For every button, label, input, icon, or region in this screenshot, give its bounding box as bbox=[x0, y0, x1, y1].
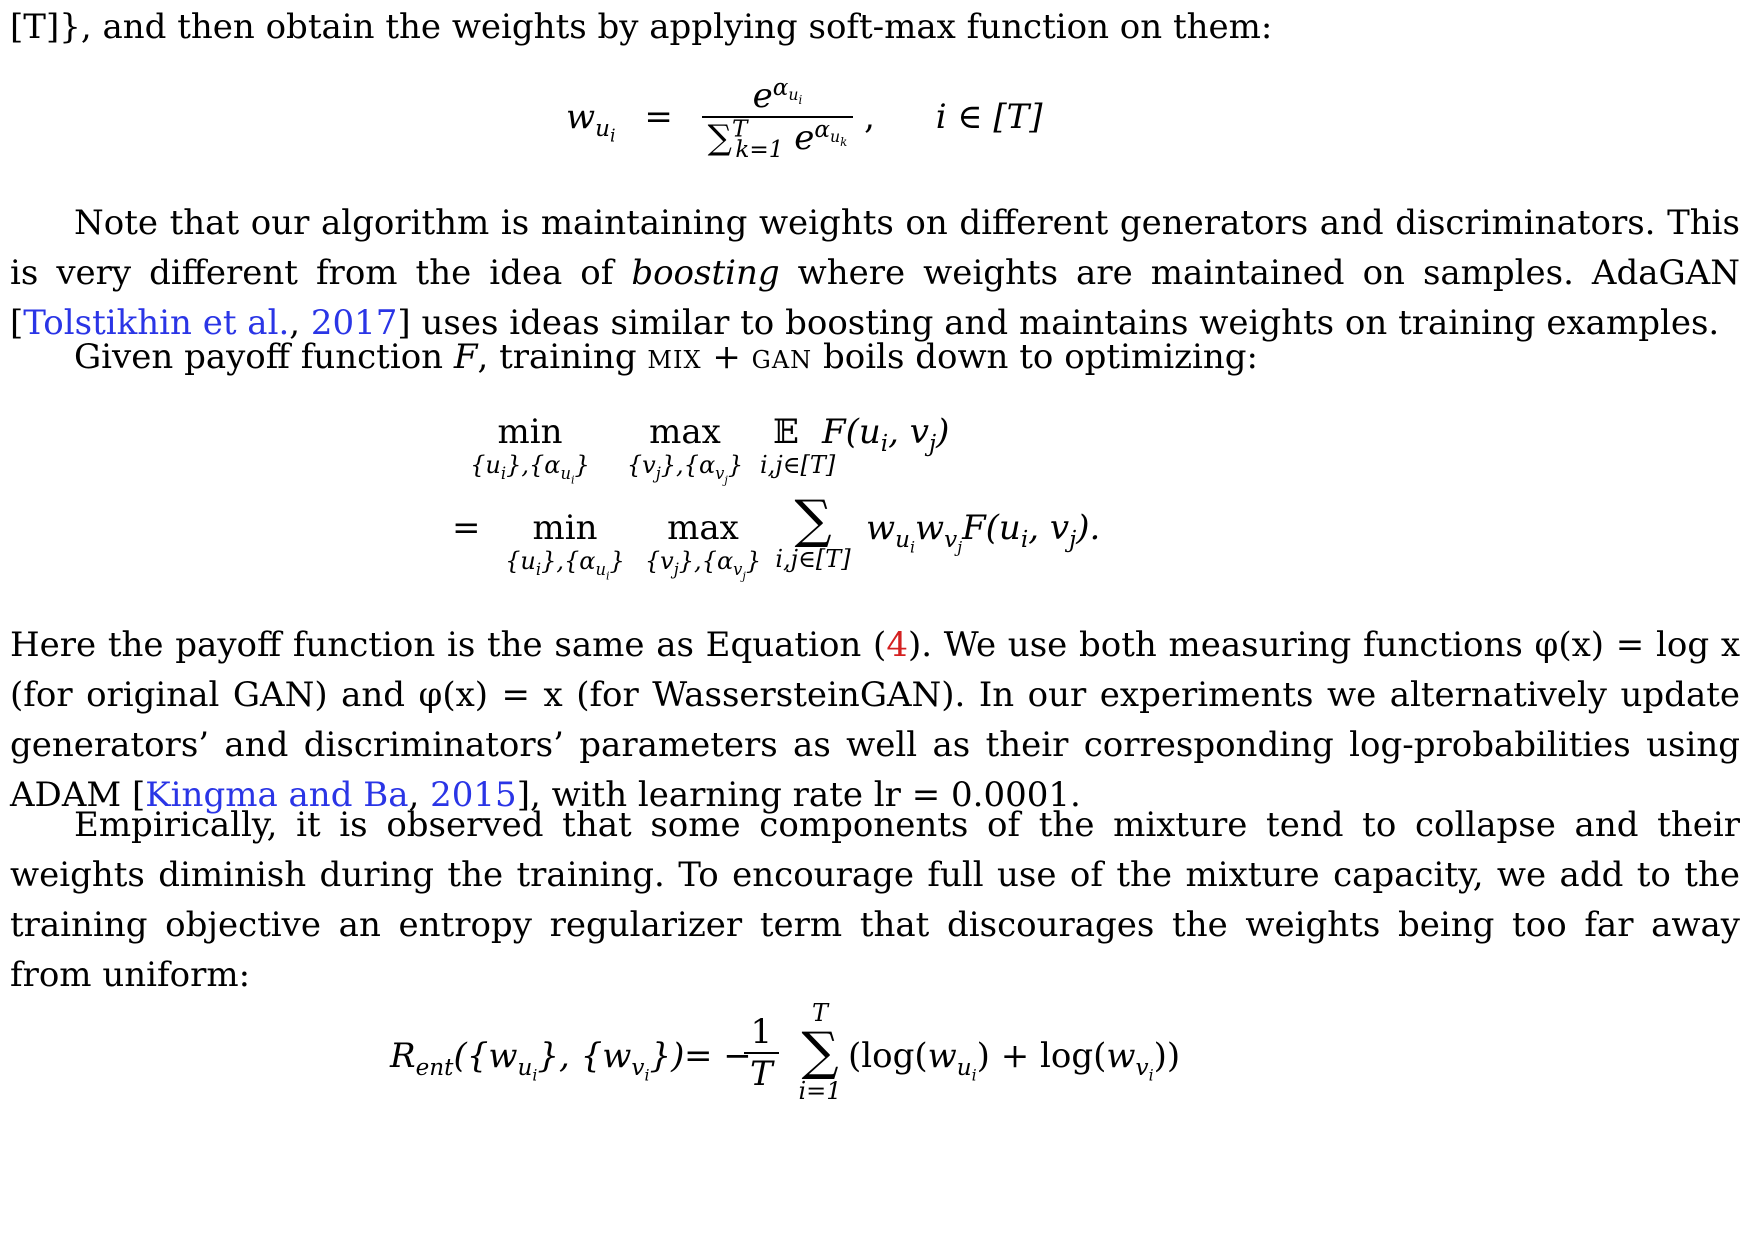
paragraph-1: Note that our algorithm is maintaining weights on different generators and discriminators. This is very different from the idea of boosting where weights are maintained on samples. AdaGAN [Tolstikhin et al., 2017] uses ideas similar to boosting and maintains weights on training examples. bbox=[10, 203, 1740, 343]
paragraph-3: Here the payoff function is the same as Equation (4). We use both measuring functions φ(x) = log x (for original GAN) and φ(x) = x (for WassersteinGAN). In our experiments we alternatively update generators’ and discriminators’ parameters as well as their corresponding log-probabilities using ADAM [Kingma and Ba, 2015], with learning rate lr = 0.0001. bbox=[10, 625, 1740, 815]
paper-page: [T]}, and then obtain the weights by applying soft-max function on them: $w_{u_i}$ = $\frac{e^{\alpha_{u_i}}}{\sum^T_{k=1} e^{\alpha_{u_k}}}$ , i ∈ [T] Note that our algorithm is maintaining weights on different generators and discriminators. This is very different from the idea of boosting where weights are maintained on samples. AdaGAN [Tolstikhin et al., 2017] uses ideas similar to boosting and maintains weights on training examples. Given payoff function F, training mix + gan boils down to optimizing: min $\{u_i\},\{\alpha_{u_i}\}$ max $\{v_j\},\{\alpha_{v_j}\}$ 𝔼 i,j∈[T] $F(u_i$, $v_j$) = min $\{u_i\},\{\alpha_{u_i}\}$ max $\{v_j\},\{\alpha_{v_j}\}$ ∑ i,j∈[T] $w_{u_i}w_{v_j}F(u_i$, $v_j$). Here the payoff function is the same as Equation (4). We use both measuring functions φ(x) = log x (for original GAN) and φ(x) = x (for WassersteinGAN). In our experiments we alternatively update generators’ and discriminators’ parameters as well as their corresponding log-probabilities using ADAM [Kingma and Ba, 2015], with learning rate lr = 0.0001. Empirically, it is observed that some components of the mixture tend to collapse and their weights diminish during the training. To encourage full use of the mixture capacity, we add to the training objective an entropy regularizer term that discourages the weights being too far away from uniform: $R_{ent}(\{w_{u_i}\}$, $\{w_{v_i}\}$) = − $\frac{1}{T}$ T ∑ i=1 $(\log(w_{u_i}) + \log(w_{v_i}))$ bbox=[0, 0, 1750, 1256]
eq-minmax-rhs1: $F(u_i$, $v_j$) bbox=[822, 412, 950, 457]
eq-rent-body: $(\log(w_{u_i}) + \log(w_{v_i}))$ bbox=[848, 1036, 1181, 1085]
eq-softmax-lhs: $w_{u_i}$ bbox=[566, 97, 616, 147]
eq-softmax-fraction: $\frac{e^{\alpha_{u_i}}}{\sum^T_{k=1} e^{\alpha_{u_k}}}$ bbox=[702, 76, 854, 158]
paragraph-2: Given payoff function F, training mix + gan boils down to optimizing: bbox=[74, 337, 1258, 377]
eq-max-operator: max $\{v_j\},\{\alpha_{v_j}\}$ bbox=[626, 412, 744, 487]
eq-rent-fraction: $\frac{1}{T}$ bbox=[744, 1012, 779, 1094]
eq-min-operator-2: min $\{u_i\},\{\alpha_{u_i}\}$ bbox=[505, 508, 625, 583]
citation-kingma[interactable]: Kingma and Ba bbox=[145, 775, 409, 815]
eq-expectation-operator: 𝔼 i,j∈[T] bbox=[760, 412, 836, 479]
citation-tolstikhin[interactable]: Tolstikhin et al. bbox=[23, 303, 290, 343]
eq-sum-operator: ∑ i,j∈[T] bbox=[775, 490, 851, 573]
equation-ref-4[interactable]: 4 bbox=[886, 625, 908, 665]
text-line-top: [T]}, and then obtain the weights by applying soft-max function on them: bbox=[10, 7, 1273, 47]
eq-max-operator-2: max $\{v_j\},\{\alpha_{v_j}\}$ bbox=[644, 508, 762, 583]
eq-rent-sum: T ∑ i=1 bbox=[798, 999, 842, 1105]
citation-kingma-year[interactable]: 2015 bbox=[430, 775, 517, 815]
eq-softmax-domain: i ∈ [T] bbox=[935, 97, 1043, 137]
paragraph-4: Empirically, it is observed that some components of the mixture tend to collapse and their weights diminish during the training. To encourage full use of the mixture capacity, we add to the training objective an entropy regularizer term that discourages the weights being too far away from uniform: bbox=[10, 805, 1740, 995]
eq-minmax-rhs2: $w_{u_i}w_{v_j}F(u_i$, $v_j$). bbox=[866, 508, 1101, 557]
citation-tolstikhin-year[interactable]: 2017 bbox=[310, 303, 398, 343]
eq-rent-lhs: $R_{ent}(\{w_{u_i}\}$, $\{w_{v_i}\}$) bbox=[390, 1036, 685, 1085]
eq-min-operator: min $\{u_i\},\{\alpha_{u_i}\}$ bbox=[470, 412, 590, 487]
equation-softmax: $w_{u_i}$ = $\frac{e^{\alpha_{u_i}}}{\sum^T_{k=1} e^{\alpha_{u_k}}}$ , i ∈ [T] bbox=[566, 74, 1043, 163]
